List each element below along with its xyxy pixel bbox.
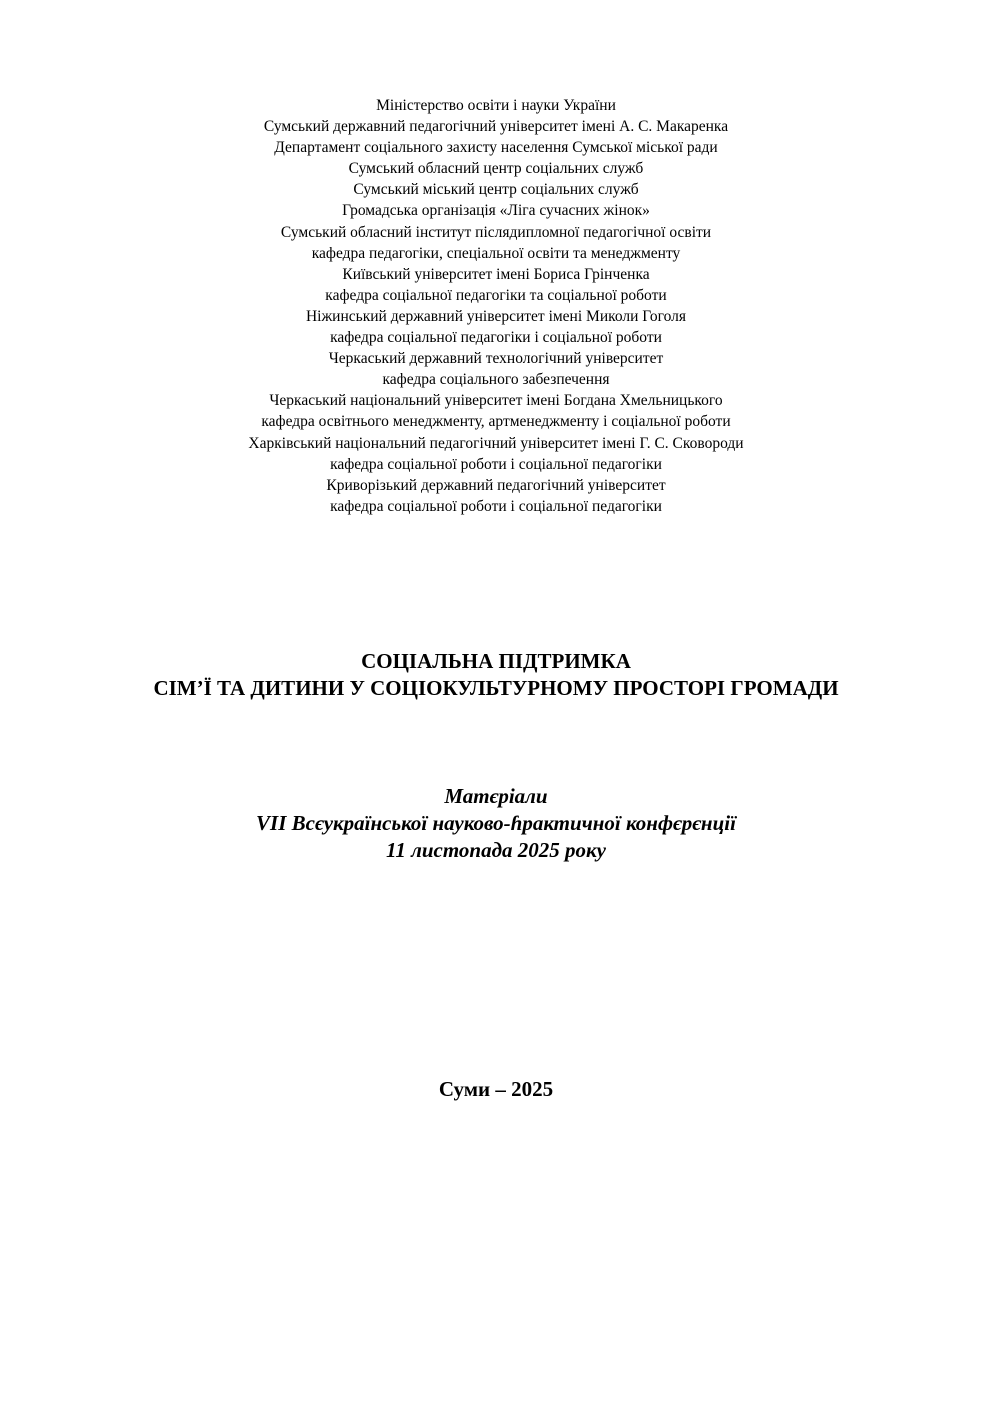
organizer-line: кафедра соціальної роботи і соціальної педагогіки (330, 455, 662, 473)
document-title (0, 648, 992, 702)
organizer-line: кафедра педагогіки, спеціальної освіти та менеджменту (311, 244, 681, 262)
conference-date: 11 листопада 2025 року (386, 838, 606, 862)
organizer-line: Департамент соціального захисту населення Сумської міської ради (274, 139, 718, 157)
conference-materials-heading (0, 783, 992, 864)
imprint-city-year: Суми – 2025 (438, 1077, 554, 1101)
organizer-line: Сумський обласний інститут післядипломної педагогічної освіти (280, 223, 712, 241)
organizer-line: Ніжинський державний університет імені Миколи Гоголя (305, 307, 687, 325)
materials-label: Матєріали (444, 784, 548, 808)
organizer-line: кафедра соціального забезпечення (382, 371, 610, 389)
organizer-line: кафедра соціальної роботи і соціальної педагогіки (330, 497, 662, 515)
organizer-line: кафедра соціальної педагогіки та соціальної роботи (325, 286, 667, 304)
organizer-line: Київський університет імені Бориса Грінченка (342, 265, 650, 283)
title-line-1: СОЦІАЛЬНА ПІДТРИМКА (361, 649, 631, 673)
organizer-line: Громадська організація «Ліга сучасних жінок» (342, 202, 650, 220)
organizer-line: Криворізький державний педагогічний університет (326, 476, 666, 494)
conference-name: VІІ Всєукраїнської науково-ɦрактичної конфєрєнції (256, 811, 736, 835)
organizer-line: Харківський національний педагогічний університет імені Г. С. Сковороди (248, 434, 744, 452)
organizer-line: Сумський міський центр соціальних служб (353, 181, 639, 199)
organizer-line: Черкаський національний університет імені Богдана Хмельницького (269, 392, 723, 410)
organizer-line: Міністерство освіти і науки України (376, 97, 616, 114)
organizer-line: кафедра освітнього менеджменту, артменеджменту і соціальної роботи (261, 413, 731, 431)
organizer-line: Сумський обласний центр соціальних служб (348, 160, 644, 178)
organizers-list (0, 95, 992, 517)
organizer-line: кафедра соціальної педагогіки і соціальної роботи (330, 329, 662, 347)
organizer-line: Черкаський державний технологічний університет (328, 350, 664, 368)
title-line-2: СІМ’Ї ТА ДИТИНИ У СОЦІОКУЛЬТУРНОМУ ПРОСТОРІ ГРОМАДИ (153, 676, 839, 700)
organizer-line: Сумський державний педагогічний університет імені А. С. Макаренка (263, 118, 729, 136)
